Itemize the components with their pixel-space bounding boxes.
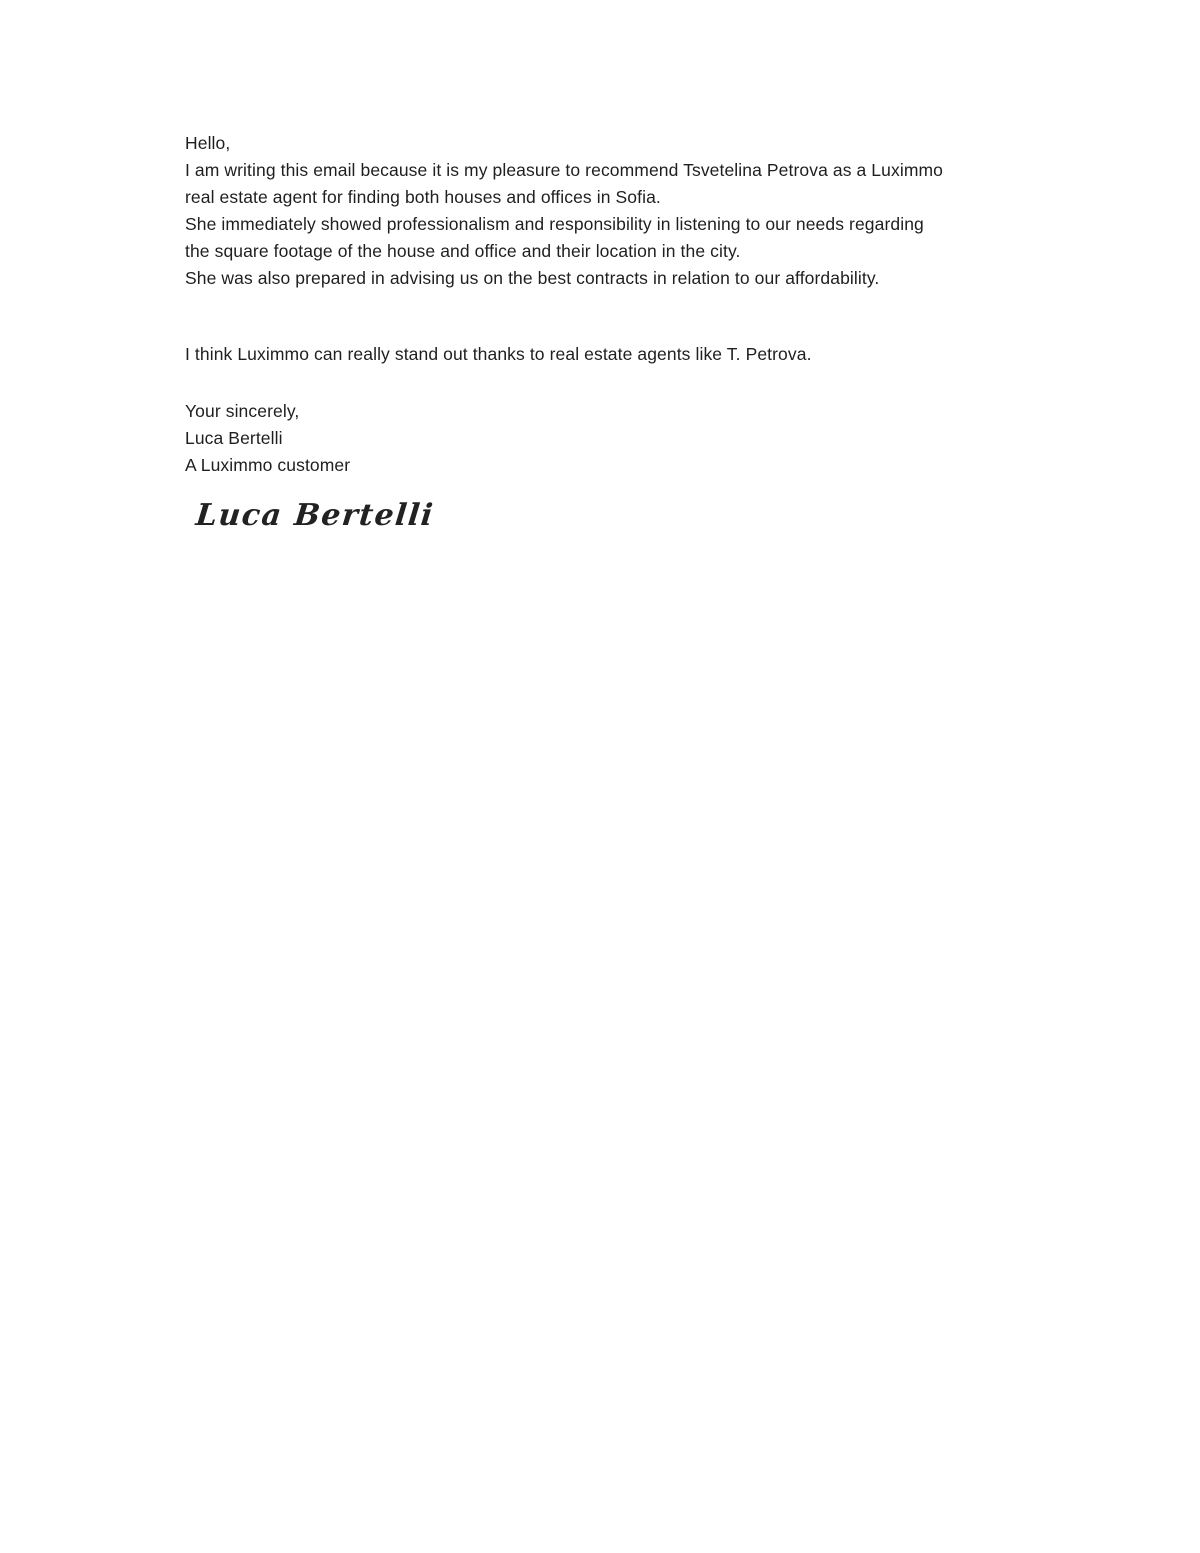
greeting-line: Hello, [185,133,231,153]
letter-opening-paragraph [185,130,1045,292]
statement-line: I think Luximmo can really stand out thanks to real estate agents like T. Petrova. [185,344,812,364]
letter-closing-block [185,398,1045,479]
closing-line: Luca Bertelli [185,428,283,448]
handwritten-signature: Luca Bertelli [194,498,436,533]
body-line: She was also prepared in advising us on the best contracts in relation to our affordability. [185,268,880,288]
body-line: real estate agent for finding both houses and offices in Sofia. [185,187,661,207]
closing-line: A Luximmo customer [185,455,351,475]
body-line: I am writing this email because it is my pleasure to recommend Tsvetelina Petrova as a Luximmo [185,160,944,180]
body-line: She immediately showed professionalism and responsibility in listening to our needs regarding [185,214,924,234]
body-line: the square footage of the house and office and their location in the city. [185,241,741,261]
letter-statement-paragraph [185,341,1045,368]
closing-line: Your sincerely, [185,401,300,421]
